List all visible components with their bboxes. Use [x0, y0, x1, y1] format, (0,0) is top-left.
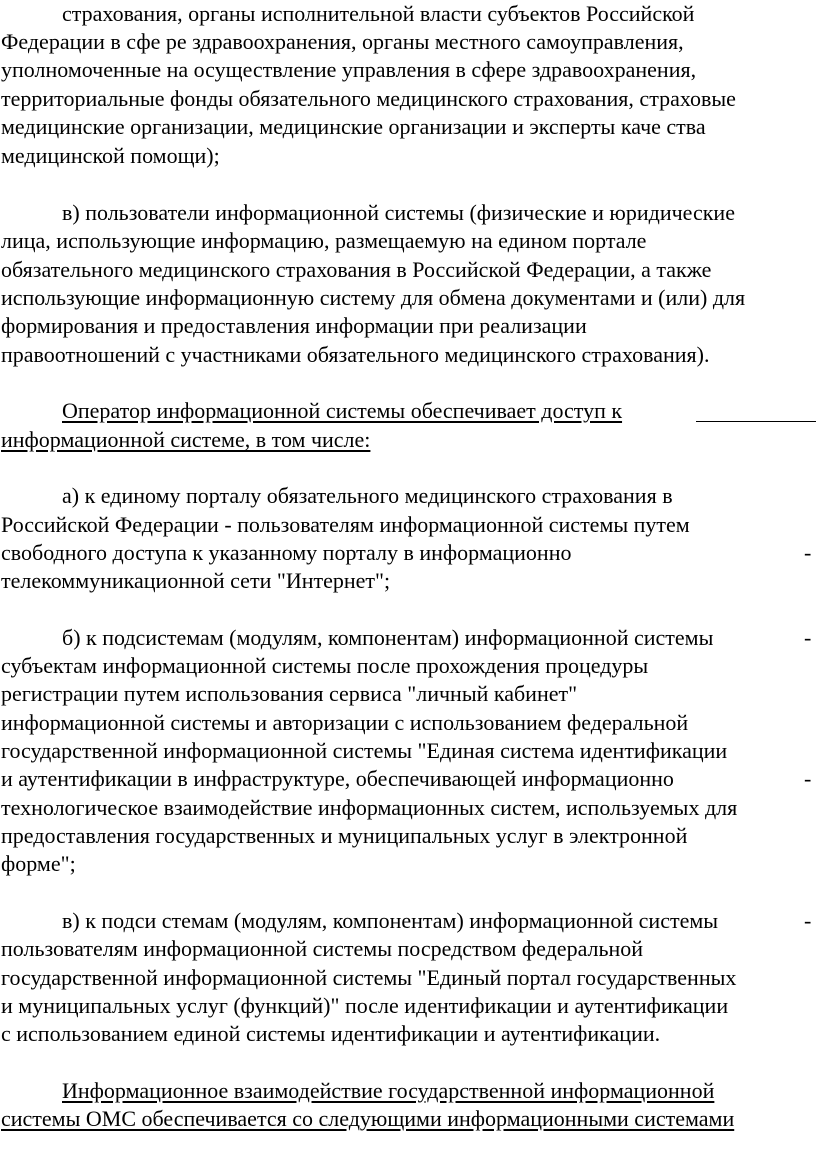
text-line: государственной информационной системы "Единый портал государственных	[1, 965, 737, 990]
text-line: субъектам информационной системы после прохождения процедуры	[1, 653, 649, 678]
text-line: и муниципальных услуг (функций)" после идентификации и аутентификации	[1, 993, 729, 1018]
text-line: уполномоченные на осуществление управления в сфере здравоохранения,	[1, 57, 697, 82]
text-line: медицинские организации, медицинские организации и эксперты каче ства	[1, 114, 706, 139]
text-line: правоотношений с участниками обязательного медицинского страхования).	[1, 342, 710, 367]
text-line: использующие информационную систему для обмена документами и (или) для	[1, 285, 746, 310]
text-line: пользователям информационной системы посредством федеральной	[1, 936, 644, 961]
text-line: информационной системы и авторизации с использованием федеральной	[1, 710, 689, 735]
text-line: Российской Федерации - пользователям информационной системы путем	[1, 512, 690, 537]
text-line: территориальные фонды обязательного медицинского страхования, страховые	[1, 86, 736, 111]
text-line: страхования, органы исполнительной власти субъектов Российской	[62, 1, 695, 26]
text-line: лица, использующие информацию, размещаемую на едином портале	[1, 228, 647, 253]
underlined-line: Информационное взаимодействие государственной информационной	[62, 1078, 715, 1103]
text-line: с использованием единой системы идентификации и аутентификации.	[1, 1021, 661, 1046]
text-line: в) пользователи информационной системы (физические и юридические	[62, 200, 735, 225]
hyphen-mark: -	[804, 908, 812, 933]
hyphen-mark: -	[804, 625, 812, 650]
underlined-line: системы ОМС обеспечивается со следующими информационными системами	[1, 1106, 735, 1131]
text-line: предоставления государственных и муниципальных услуг в электронной	[1, 823, 688, 848]
text-line: государственной информационной системы "Единая система идентификации	[1, 738, 728, 763]
hyphen-mark: -	[804, 766, 812, 791]
underlined-line: Оператор информационной системы обеспечивает доступ к	[62, 398, 623, 423]
text-line: технологическое взаимодействие информационных систем, используемых для	[1, 795, 738, 820]
text-line: и аутентификации в инфраструктуре, обеспечивающей информационно	[1, 766, 674, 791]
text-line: телекоммуникационной сети "Интернет";	[1, 568, 391, 593]
hyphen-mark: -	[804, 540, 812, 565]
text-line: формирования и предоставления информации при реализации	[1, 313, 587, 338]
text-line: б) к подсистемам (модулям, компонентам) информационной системы	[62, 625, 714, 650]
underlined-line: информационной системе, в том числе:	[1, 427, 371, 452]
text-line: а) к единому порталу обязательного медицинского страхования в	[62, 483, 673, 508]
text-line: в) к подси стемам (модулям, компонентам) информационной системы	[62, 908, 719, 933]
text-line: свободного доступа к указанному порталу в информационно	[1, 540, 572, 565]
text-line: медицинской помощи);	[1, 143, 220, 168]
text-line: форме";	[1, 851, 76, 876]
text-line: регистрации путем использования сервиса "личный кабинет"	[1, 681, 578, 706]
underline-fill	[696, 421, 816, 422]
text-line: Федерации в сфе ре здравоохранения, органы местного самоуправления,	[1, 29, 684, 54]
text-line: обязательного медицинского страхования в Российской Федерации, а также	[1, 257, 712, 282]
